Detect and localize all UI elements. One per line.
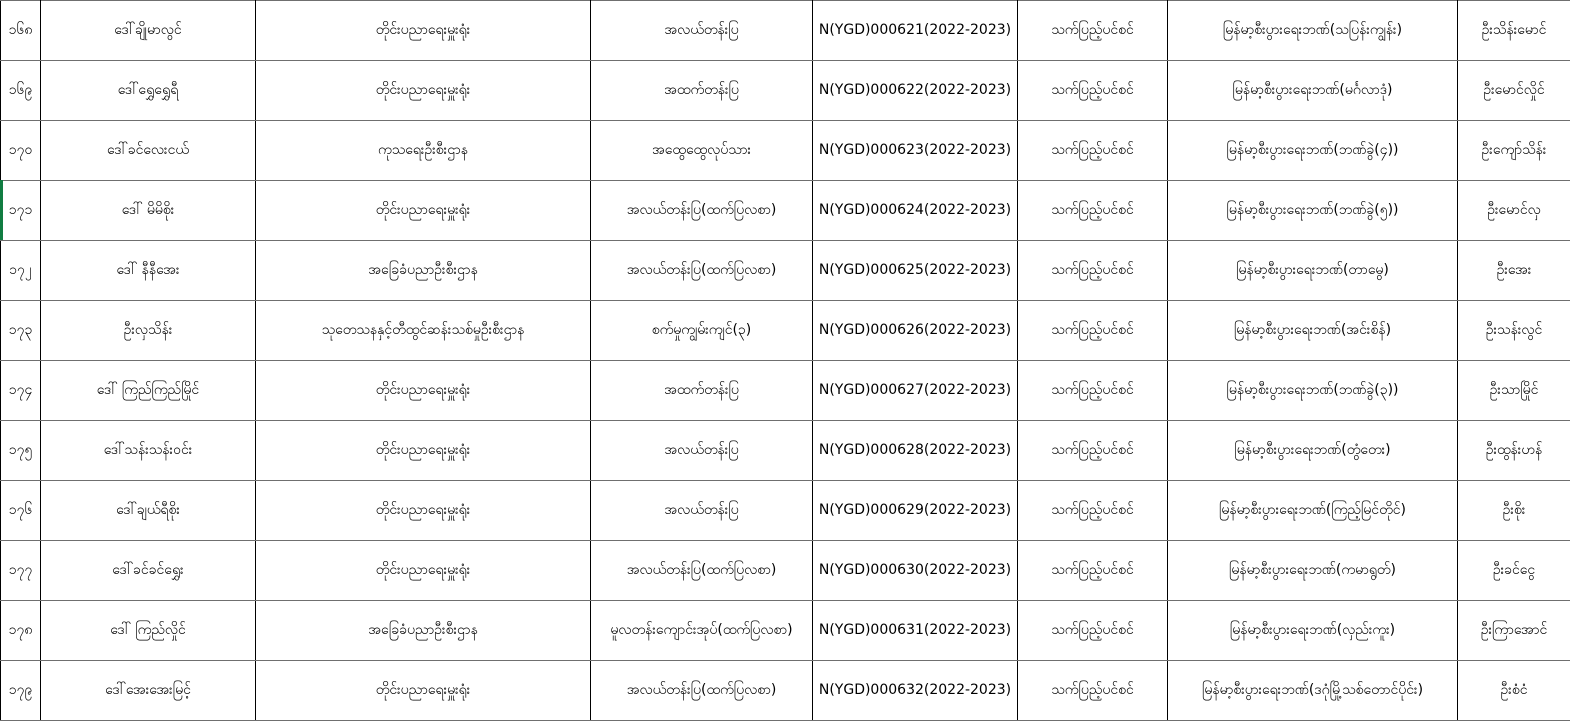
cell-signatory[interactable]: ဦးကျော်သိန်း — [1458, 121, 1570, 181]
cell-position[interactable]: အလယ်တန်းပြ — [591, 421, 813, 481]
cell-bank-branch[interactable]: မြန်မာ့စီးပွားရေးဘဏ်(ဘဏ်ခွဲ(၃)) — [1168, 361, 1458, 421]
cell-bank-branch[interactable]: မြန်မာ့စီးပွားရေးဘဏ်(ဘဏ်ခွဲ(၅)) — [1168, 181, 1458, 241]
cell-position[interactable]: အထွေထွေလုပ်သား — [591, 121, 813, 181]
cell-position[interactable]: စက်မှုကျွမ်းကျင်(၃) — [591, 301, 813, 361]
cell-bank-branch[interactable]: မြန်မာ့စီးပွားရေးဘဏ်(အင်းစိန်) — [1168, 301, 1458, 361]
table-row[interactable] — [1, 481, 1570, 541]
table-row[interactable] — [1, 661, 1570, 721]
cell-department[interactable]: အခြေခံပညာဦးစီးဌာန — [256, 601, 591, 661]
cell-signatory[interactable]: ဦးစိုး — [1458, 481, 1570, 541]
cell-bank-branch[interactable]: မြန်မာ့စီးပွားရေးဘဏ်(လှည်းကူး) — [1168, 601, 1458, 661]
cell-position[interactable]: အလယ်တန်းပြ — [591, 1, 813, 61]
cell-code[interactable]: N(YGD)000622(2022-2023) — [813, 61, 1018, 121]
cell-code[interactable]: N(YGD)000632(2022-2023) — [813, 661, 1018, 721]
cell-signatory[interactable]: ဦးထွန်းဟန် — [1458, 421, 1570, 481]
cell-type[interactable]: သက်ပြည့်ပင်စင် — [1018, 601, 1168, 661]
cell-department[interactable]: တိုင်းပညာရေးမှူးရုံး — [256, 361, 591, 421]
cell-department[interactable]: တိုင်းပညာရေးမှူးရုံး — [256, 421, 591, 481]
cell-name[interactable]: ဒေါ်သန်းသန်းဝင်း — [41, 421, 256, 481]
cell-signatory[interactable]: ဦးမောင်လှ — [1458, 181, 1570, 241]
cell-type[interactable]: သက်ပြည့်ပင်စင် — [1018, 301, 1168, 361]
table-row[interactable] — [1, 61, 1570, 121]
cell-signatory[interactable]: ဦးသန်းလွင် — [1458, 301, 1570, 361]
cell-code[interactable]: N(YGD)000625(2022-2023) — [813, 241, 1018, 301]
cell-number[interactable]: ၁၇၃ — [1, 301, 41, 361]
cell-signatory[interactable]: ဦးသိန်းမောင် — [1458, 1, 1570, 61]
cell-code[interactable]: N(YGD)000626(2022-2023) — [813, 301, 1018, 361]
cell-number[interactable]: ၁၇၂ — [1, 241, 41, 301]
cell-signatory[interactable]: ဦးကြာအောင် — [1458, 601, 1570, 661]
cell-position[interactable]: အလယ်တန်းပြ(ထက်ပြလစာ) — [591, 181, 813, 241]
cell-number[interactable]: ၁၆၈ — [1, 1, 41, 61]
cell-position[interactable]: အလယ်တန်းပြ(ထက်ပြလစာ) — [591, 661, 813, 721]
cell-department[interactable]: တိုင်းပညာရေးမှူးရုံး — [256, 541, 591, 601]
cell-number[interactable]: ၁၇၄ — [1, 361, 41, 421]
cell-bank-branch[interactable]: မြန်မာ့စီးပွားရေးဘဏ်(ဒဂုံမြို့သစ်တောင်ပိုင်း) — [1168, 661, 1458, 721]
cell-department[interactable]: တိုင်းပညာရေးမှူးရုံး — [256, 61, 591, 121]
cell-position[interactable]: အလယ်တန်းပြ(ထက်ပြလစာ) — [591, 541, 813, 601]
cell-bank-branch[interactable]: မြန်မာ့စီးပွားရေးဘဏ်(ကမာရွတ်) — [1168, 541, 1458, 601]
cell-bank-branch[interactable]: မြန်မာ့စီးပွားရေးဘဏ်(မင်္ဂလာဒုံ) — [1168, 61, 1458, 121]
cell-bank-branch[interactable]: မြန်မာ့စီးပွားရေးဘဏ်(တွံတေး) — [1168, 421, 1458, 481]
cell-name[interactable]: ဒေါ်ချိုမာလွင် — [41, 1, 256, 61]
cell-name[interactable]: ဒေါ်ရွှေရွှေရီ — [41, 61, 256, 121]
selected-row-marker — [0, 180, 3, 240]
cell-number[interactable]: ၁၇၆ — [1, 481, 41, 541]
cell-signatory[interactable]: ဦးအေး — [1458, 241, 1570, 301]
cell-code[interactable]: N(YGD)000623(2022-2023) — [813, 121, 1018, 181]
cell-type[interactable]: သက်ပြည့်ပင်စင် — [1018, 241, 1168, 301]
cell-signatory[interactable]: ဦးမောင်လှိုင် — [1458, 61, 1570, 121]
cell-number[interactable]: ၁၇၉ — [1, 661, 41, 721]
cell-code[interactable]: N(YGD)000631(2022-2023) — [813, 601, 1018, 661]
cell-type[interactable]: သက်ပြည့်ပင်စင် — [1018, 61, 1168, 121]
cell-name[interactable]: ဒေါ်ချယ်ရီစိုး — [41, 481, 256, 541]
cell-type[interactable]: သက်ပြည့်ပင်စင် — [1018, 121, 1168, 181]
cell-bank-branch[interactable]: မြန်မာ့စီးပွားရေးဘဏ်(သပြန်းကျွန်း) — [1168, 1, 1458, 61]
cell-bank-branch[interactable]: မြန်မာ့စီးပွားရေးဘဏ်(ကြည့်မြင်တိုင်) — [1168, 481, 1458, 541]
cell-code[interactable]: N(YGD)000624(2022-2023) — [813, 181, 1018, 241]
cell-type[interactable]: သက်ပြည့်ပင်စင် — [1018, 661, 1168, 721]
cell-position[interactable]: အလယ်တန်းပြ — [591, 481, 813, 541]
cell-type[interactable]: သက်ပြည့်ပင်စင် — [1018, 541, 1168, 601]
cell-bank-branch[interactable]: မြန်မာ့စီးပွားရေးဘဏ်(တာမွေ) — [1168, 241, 1458, 301]
cell-type[interactable]: သက်ပြည့်ပင်စင် — [1018, 1, 1168, 61]
cell-number[interactable]: ၁၇၀ — [1, 121, 41, 181]
table-row[interactable] — [1, 1, 1570, 61]
table-row[interactable] — [1, 241, 1570, 301]
cell-number[interactable]: ၁၇၅ — [1, 421, 41, 481]
cell-number[interactable]: ၁၇၈ — [1, 601, 41, 661]
table-row[interactable] — [1, 421, 1570, 481]
cell-department[interactable]: တိုင်းပညာရေးမှူးရုံး — [256, 1, 591, 61]
table-body — [1, 1, 1570, 721]
cell-department[interactable]: တိုင်းပညာရေးမှူးရုံး — [256, 661, 591, 721]
cell-type[interactable]: သက်ပြည့်ပင်စင် — [1018, 421, 1168, 481]
cell-signatory[interactable]: ဦးစံငံ — [1458, 661, 1570, 721]
cell-code[interactable]: N(YGD)000630(2022-2023) — [813, 541, 1018, 601]
cell-name[interactable]: ဒေါ်ခင်ခင်ရွှေး — [41, 541, 256, 601]
cell-code[interactable]: N(YGD)000629(2022-2023) — [813, 481, 1018, 541]
cell-number[interactable]: ၁၇၁ — [1, 181, 41, 241]
table-row[interactable] — [1, 301, 1570, 361]
cell-number[interactable]: ၁၆၉ — [1, 61, 41, 121]
cell-name[interactable]: ဒေါ် ကြည်ကြည်မြိုင် — [41, 361, 256, 421]
cell-name[interactable]: ဒေါ် မိမိစိုး — [41, 181, 256, 241]
cell-position[interactable]: အထက်တန်းပြ — [591, 361, 813, 421]
cell-code[interactable]: N(YGD)000628(2022-2023) — [813, 421, 1018, 481]
cell-department[interactable]: တိုင်းပညာရေးမှူးရုံး — [256, 481, 591, 541]
cell-code[interactable]: N(YGD)000627(2022-2023) — [813, 361, 1018, 421]
cell-signatory[interactable]: ဦးသာမြိုင် — [1458, 361, 1570, 421]
table-row[interactable] — [1, 601, 1570, 661]
cell-name[interactable]: ဒေါ်ခင်လေးငယ် — [41, 121, 256, 181]
cell-signatory[interactable]: ဦးခင်ငွေ — [1458, 541, 1570, 601]
cell-bank-branch[interactable]: မြန်မာ့စီးပွားရေးဘဏ်(ဘဏ်ခွဲ(၄)) — [1168, 121, 1458, 181]
table-row[interactable] — [1, 181, 1570, 241]
cell-position[interactable]: အထက်တန်းပြ — [591, 61, 813, 121]
cell-department[interactable]: သုတေသနနှင့်တီထွင်ဆန်းသစ်မှုဦးစီးဌာန — [256, 301, 591, 361]
cell-name[interactable]: ဦးလှသိန်း — [41, 301, 256, 361]
cell-code[interactable]: N(YGD)000621(2022-2023) — [813, 1, 1018, 61]
cell-position[interactable]: အလယ်တန်းပြ(ထက်ပြလစာ) — [591, 241, 813, 301]
cell-department[interactable]: ကုသရေးဦးစီးဌာန — [256, 121, 591, 181]
cell-position[interactable]: မူလတန်းကျောင်းအုပ်(ထက်ပြလစာ) — [591, 601, 813, 661]
cell-name[interactable]: ဒေါ် နီနီအေး — [41, 241, 256, 301]
table-row[interactable] — [1, 541, 1570, 601]
table-row[interactable] — [1, 121, 1570, 181]
table-row[interactable] — [1, 361, 1570, 421]
cell-department[interactable]: အခြေခံပညာဦးစီးဌာန — [256, 241, 591, 301]
cell-type[interactable]: သက်ပြည့်ပင်စင် — [1018, 361, 1168, 421]
cell-name[interactable]: ဒေါ်အေးအေးမြင့် — [41, 661, 256, 721]
cell-type[interactable]: သက်ပြည့်ပင်စင် — [1018, 181, 1168, 241]
cell-type[interactable]: သက်ပြည့်ပင်စင် — [1018, 481, 1168, 541]
cell-department[interactable]: တိုင်းပညာရေးမှူးရုံး — [256, 181, 591, 241]
cell-name[interactable]: ဒေါ် ကြည်လှိုင် — [41, 601, 256, 661]
cell-number[interactable]: ၁၇၇ — [1, 541, 41, 601]
